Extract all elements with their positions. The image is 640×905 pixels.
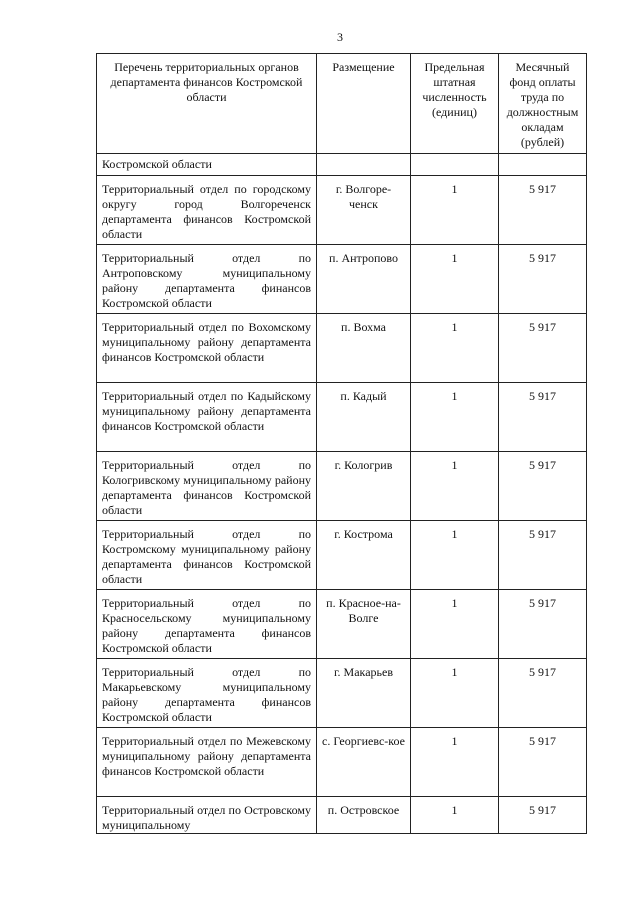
header-fund: Месячный фонд оплаты труда по должностным окладам (рублей) — [499, 54, 587, 154]
empty-cell — [499, 154, 587, 176]
row-staff: 1 — [411, 176, 499, 245]
row-name: Территориальный отдел по Антроповскому муниципальному району департамента финансов Костромской области — [97, 245, 317, 314]
table-row-continuation — [97, 154, 587, 176]
row-staff: 1 — [411, 314, 499, 383]
row-place: г. Кологрив — [317, 452, 411, 521]
row-fund: 5 917 — [499, 728, 587, 797]
row-staff: 1 — [411, 245, 499, 314]
page-number: 3 — [337, 30, 343, 44]
row-staff: 1 — [411, 383, 499, 452]
header-name: Перечень территориальных органов департамента финансов Костромской области — [97, 54, 317, 154]
row-place: п. Красное-на-Волге — [317, 590, 411, 659]
row-place: г. Кострома — [317, 521, 411, 590]
continuation-cell: Костромской области — [97, 154, 317, 176]
row-name: Территориальный отдел по Вохомскому муниципальному району департамента финансов Костромской области — [97, 314, 317, 383]
row-staff: 1 — [411, 590, 499, 659]
row-staff: 1 — [411, 797, 499, 834]
row-place: с. Георгиевс-кое — [317, 728, 411, 797]
table-row — [97, 176, 587, 245]
row-name: Территориальный отдел по Красносельскому муниципальному району департамента финансов Костромской области — [97, 590, 317, 659]
row-place: п. Островское — [317, 797, 411, 834]
table-row — [97, 314, 587, 383]
row-place: г. Макарьев — [317, 659, 411, 728]
table-row — [97, 452, 587, 521]
row-fund: 5 917 — [499, 314, 587, 383]
row-staff: 1 — [411, 728, 499, 797]
row-name: Территориальный отдел по городскому округу город Волгореченск департамента финансов Костромской области — [97, 176, 317, 245]
row-name: Территориальный отдел по Макарьевскому муниципальному району департамента финансов Костромской области — [97, 659, 317, 728]
territorial-bodies-table — [96, 53, 587, 834]
row-place: г. Волгоре-ченск — [317, 176, 411, 245]
table-body — [97, 154, 587, 834]
table-row — [97, 797, 587, 834]
table-row — [97, 728, 587, 797]
header-place: Размещение — [317, 54, 411, 154]
table-header-row — [97, 54, 587, 154]
row-fund: 5 917 — [499, 176, 587, 245]
row-name: Территориальный отдел по Кологривскому муниципальному району департамента финансов Костромской области — [97, 452, 317, 521]
row-place: п. Вохма — [317, 314, 411, 383]
empty-cell — [411, 154, 499, 176]
row-name: Территориальный отдел по Островскому муниципальному — [97, 797, 317, 834]
table-row — [97, 245, 587, 314]
row-fund: 5 917 — [499, 521, 587, 590]
row-place: п. Антропово — [317, 245, 411, 314]
header-staff: Предельная штатная численность (единиц) — [411, 54, 499, 154]
table-row — [97, 659, 587, 728]
row-fund: 5 917 — [499, 797, 587, 834]
row-staff: 1 — [411, 452, 499, 521]
row-staff: 1 — [411, 659, 499, 728]
row-name: Территориальный отдел по Кадыйскому муниципальному району департамента финансов Костромской области — [97, 383, 317, 452]
row-fund: 5 917 — [499, 383, 587, 452]
row-staff: 1 — [411, 521, 499, 590]
row-fund: 5 917 — [499, 245, 587, 314]
row-name: Территориальный отдел по Межевскому муниципальному району департамента финансов Костромской области — [97, 728, 317, 797]
row-fund: 5 917 — [499, 590, 587, 659]
row-fund: 5 917 — [499, 659, 587, 728]
table-row — [97, 590, 587, 659]
table-row — [97, 383, 587, 452]
row-name: Территориальный отдел по Костромскому муниципальному району департамента финансов Костромской области — [97, 521, 317, 590]
table-row — [97, 521, 587, 590]
row-place: п. Кадый — [317, 383, 411, 452]
row-fund: 5 917 — [499, 452, 587, 521]
empty-cell — [317, 154, 411, 176]
